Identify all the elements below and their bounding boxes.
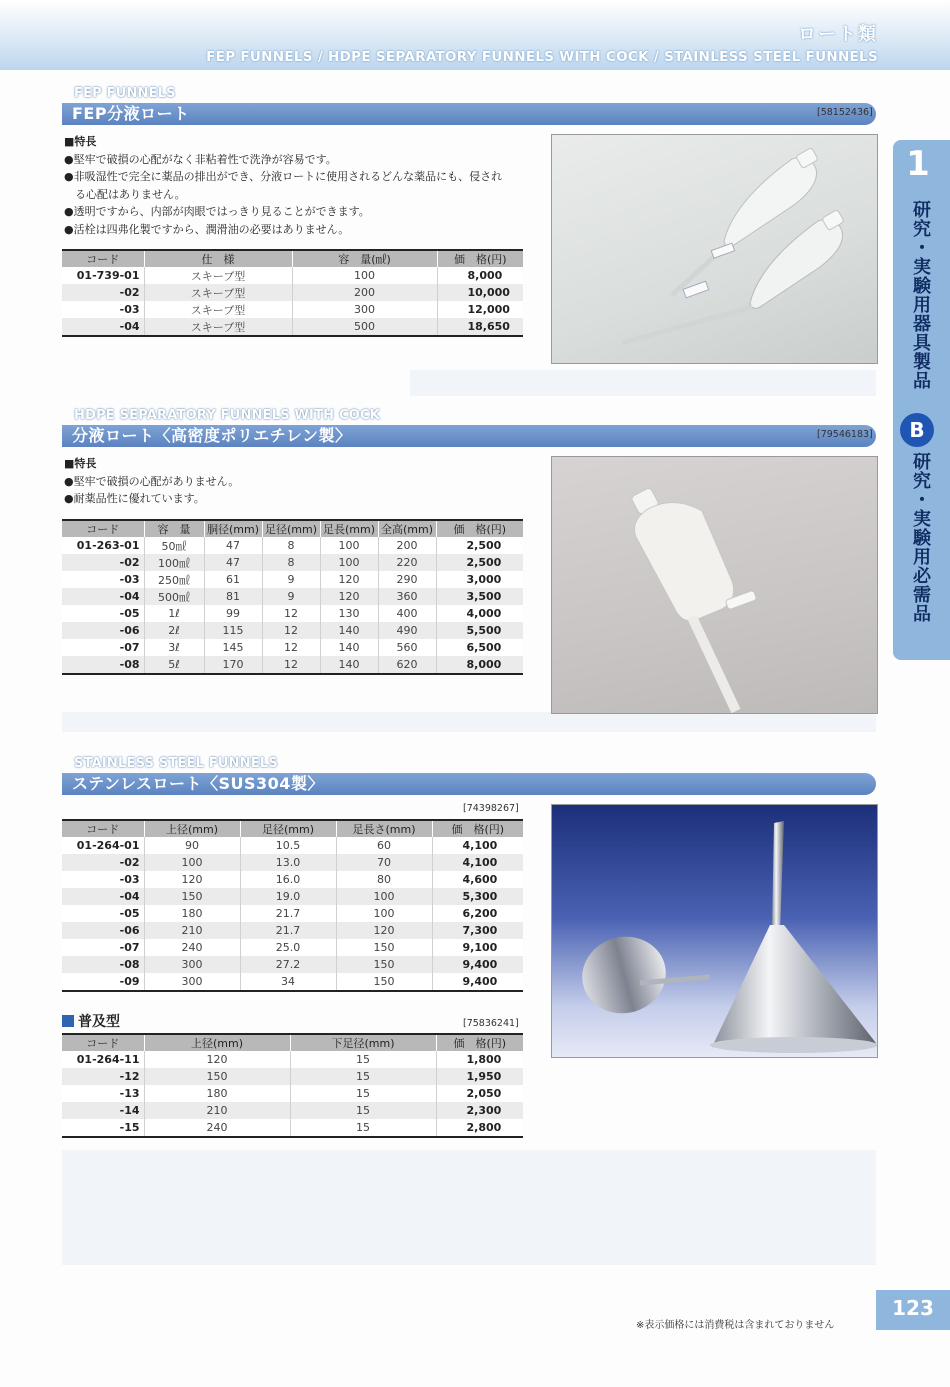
cell-code: 01-739-01	[62, 267, 144, 284]
hdpe-code: [79546183]	[817, 429, 873, 440]
col-header: コード	[62, 820, 144, 837]
cell-capacity: 300	[292, 301, 437, 318]
table-row	[62, 318, 523, 336]
cell-top-dia: 300	[144, 973, 240, 991]
hdpe-funnel-photo	[551, 456, 878, 714]
cell-stem-dia: 13.0	[240, 854, 336, 871]
ghost-panel	[62, 1150, 876, 1265]
tax-note: ※表示価格には消費税は含まれておりません	[636, 1320, 835, 1331]
cell-code: -08	[62, 656, 144, 674]
cell-code: -07	[62, 939, 144, 956]
col-header: コード	[62, 1034, 144, 1051]
stainless-title-en: STAINLESS STEEL FUNNELS	[74, 756, 278, 771]
table-row	[62, 537, 523, 554]
table-row	[62, 1119, 523, 1137]
cell-capacity: 100	[292, 267, 437, 284]
stainless-funnel-photo	[551, 804, 878, 1058]
fep-title-jp: FEP分液ロート	[72, 104, 190, 123]
cell-code: -04	[62, 318, 144, 336]
table-row	[62, 622, 523, 639]
feature-item: ●非吸湿性で完全に薬品の排出ができ、分液ロートに使用されるどんな薬品にも、侵され	[64, 170, 503, 183]
fep-features	[64, 133, 534, 238]
col-header: 全高(mm)	[378, 520, 436, 537]
cell-top-dia: 180	[144, 905, 240, 922]
table-row	[62, 956, 523, 973]
side-tab-category-1: 研究・実験用器具製品	[910, 200, 931, 390]
cell-price: 9,100	[432, 939, 523, 956]
cell-height: 290	[378, 571, 436, 588]
cell-bottom-dia: 15	[290, 1102, 436, 1119]
cell-price: 2,500	[436, 537, 523, 554]
table-row	[62, 554, 523, 571]
cell-stem-dia: 9	[262, 588, 320, 605]
cell-stem-dia: 21.7	[240, 905, 336, 922]
cell-code: -04	[62, 888, 144, 905]
cell-spec: スキーブ型	[144, 284, 292, 301]
col-header: 足径(mm)	[262, 520, 320, 537]
cell-code: -02	[62, 554, 144, 571]
cell-code: -09	[62, 973, 144, 991]
cell-code: -15	[62, 1119, 144, 1137]
cell-code: -06	[62, 622, 144, 639]
cell-spec: スキーブ型	[144, 267, 292, 284]
cell-top-dia: 150	[144, 888, 240, 905]
ghost-panel	[410, 370, 876, 396]
cell-bottom-dia: 15	[290, 1119, 436, 1137]
cell-price: 3,500	[436, 588, 523, 605]
square-bullet-icon	[62, 1015, 74, 1027]
cell-price: 9,400	[432, 956, 523, 973]
cell-top-dia: 180	[144, 1085, 290, 1102]
cell-code: 01-263-01	[62, 537, 144, 554]
cell-price: 2,500	[436, 554, 523, 571]
cell-price: 10,000	[437, 284, 523, 301]
col-header: コード	[62, 250, 144, 267]
col-header: 容 量(㎖)	[292, 250, 437, 267]
cell-stem-dia: 8	[262, 537, 320, 554]
cell-top-dia: 120	[144, 871, 240, 888]
col-header: 価 格(円)	[436, 520, 523, 537]
side-tab-category-2: 研究・実験用必需品	[910, 452, 931, 623]
cell-top-dia: 120	[144, 1051, 290, 1068]
cell-stem-dia: 12	[262, 622, 320, 639]
cell-price: 2,300	[436, 1102, 523, 1119]
table-row	[62, 905, 523, 922]
table-row	[62, 571, 523, 588]
popular-type-title: 普及型	[78, 1014, 120, 1030]
cell-code: -03	[62, 871, 144, 888]
feature-item: ●堅牢で破損の心配がなく非粘着性で洗浄が容易です。	[64, 152, 337, 166]
cell-top-dia: 90	[144, 837, 240, 854]
cell-height: 620	[378, 656, 436, 674]
cell-height: 200	[378, 537, 436, 554]
cell-top-dia: 300	[144, 956, 240, 973]
cell-height: 490	[378, 622, 436, 639]
col-header: 足長(mm)	[320, 520, 378, 537]
table-row	[62, 267, 523, 284]
side-tab-badge: B	[900, 413, 934, 447]
feature-item: ●透明ですから、内部が肉眼ではっきり見ることができます。	[64, 205, 370, 218]
cell-stem-len: 150	[336, 939, 432, 956]
col-header: 上径(mm)	[144, 820, 240, 837]
cell-stem-dia: 10.5	[240, 837, 336, 854]
cell-capacity: 200	[292, 284, 437, 301]
cell-stem-len: 150	[336, 973, 432, 991]
table-row	[62, 656, 523, 674]
cell-body-dia: 61	[204, 571, 262, 588]
cell-price: 3,000	[436, 571, 523, 588]
feature-item: ●耐薬品性に優れています。	[64, 492, 205, 505]
cell-price: 8,000	[437, 267, 523, 284]
col-header: コード	[62, 520, 144, 537]
cell-height: 560	[378, 639, 436, 656]
cell-body-dia: 47	[204, 537, 262, 554]
cell-height: 400	[378, 605, 436, 622]
cell-stem-dia: 9	[262, 571, 320, 588]
page-subtitle: FEP FUNNELS / HDPE SEPARATORY FUNNELS WITH COCK / STAINLESS STEEL FUNNELS	[206, 49, 878, 65]
cell-top-dia: 150	[144, 1068, 290, 1085]
cell-body-dia: 115	[204, 622, 262, 639]
cell-price: 4,600	[432, 871, 523, 888]
cell-stem-dia: 34	[240, 973, 336, 991]
cell-top-dia: 210	[144, 922, 240, 939]
cell-code: -02	[62, 284, 144, 301]
table-row	[62, 284, 523, 301]
cell-code: -12	[62, 1068, 144, 1085]
cell-body-dia: 145	[204, 639, 262, 656]
cell-price: 5,500	[436, 622, 523, 639]
cell-stem-dia: 25.0	[240, 939, 336, 956]
table-row	[62, 837, 523, 854]
cell-price: 4,100	[432, 837, 523, 854]
fep-title-en: FEP FUNNELS	[74, 86, 176, 101]
table-row	[62, 588, 523, 605]
col-header: 足長さ(mm)	[336, 820, 432, 837]
cell-capacity: 3ℓ	[144, 639, 204, 656]
stainless-funnel-illustration	[552, 805, 877, 1057]
feature-item: る心配はありません。	[64, 187, 186, 201]
cell-code: -05	[62, 905, 144, 922]
cell-top-dia: 240	[144, 1119, 290, 1137]
cell-code: -03	[62, 301, 144, 318]
cell-price: 9,400	[432, 973, 523, 991]
cell-capacity: 250㎖	[144, 571, 204, 588]
table-row	[62, 1085, 523, 1102]
cell-code: -02	[62, 854, 144, 871]
table-row	[62, 871, 523, 888]
cell-code: -07	[62, 639, 144, 656]
table-row	[62, 888, 523, 905]
cell-spec: スキーブ型	[144, 301, 292, 318]
cell-code: -08	[62, 956, 144, 973]
col-header: 胴径(mm)	[204, 520, 262, 537]
stainless-price-table	[62, 819, 523, 992]
cell-stem-len: 120	[320, 588, 378, 605]
cell-price: 12,000	[437, 301, 523, 318]
popular-type-heading	[62, 1011, 120, 1031]
features-heading: ■特長	[64, 135, 97, 148]
cell-stem-len: 70	[336, 854, 432, 871]
cell-capacity: 100㎖	[144, 554, 204, 571]
cell-capacity: 500㎖	[144, 588, 204, 605]
cell-stem-len: 140	[320, 639, 378, 656]
page-title: ロート類	[798, 24, 878, 45]
cell-stem-len: 60	[336, 837, 432, 854]
cell-capacity: 5ℓ	[144, 656, 204, 674]
cell-capacity: 500	[292, 318, 437, 336]
cell-body-dia: 99	[204, 605, 262, 622]
cell-price: 2,050	[436, 1085, 523, 1102]
popular-price-table	[62, 1033, 523, 1138]
cell-stem-len: 80	[336, 871, 432, 888]
cell-price: 1,950	[436, 1068, 523, 1085]
table-row	[62, 939, 523, 956]
cell-top-dia: 240	[144, 939, 240, 956]
cell-stem-dia: 16.0	[240, 871, 336, 888]
cell-stem-dia: 12	[262, 656, 320, 674]
cell-bottom-dia: 15	[290, 1068, 436, 1085]
fep-code: [58152436]	[817, 107, 873, 118]
cell-stem-len: 100	[336, 905, 432, 922]
table-row	[62, 301, 523, 318]
cell-stem-dia: 8	[262, 554, 320, 571]
cell-code: -13	[62, 1085, 144, 1102]
cell-price: 5,300	[432, 888, 523, 905]
stainless-title-jp: ステンレスロート〈SUS304製〉	[72, 774, 324, 793]
cell-bottom-dia: 15	[290, 1085, 436, 1102]
cell-code: 01-264-11	[62, 1051, 144, 1068]
cell-price: 4,100	[432, 854, 523, 871]
table-row	[62, 973, 523, 991]
cell-height: 220	[378, 554, 436, 571]
cell-body-dia: 170	[204, 656, 262, 674]
hdpe-title-bar	[62, 425, 876, 447]
col-header: 上径(mm)	[144, 1034, 290, 1051]
cell-stem-len: 100	[336, 888, 432, 905]
cell-stem-dia: 27.2	[240, 956, 336, 973]
col-header: 足径(mm)	[240, 820, 336, 837]
cell-capacity: 1ℓ	[144, 605, 204, 622]
cell-code: 01-264-01	[62, 837, 144, 854]
col-header: 価 格(円)	[437, 250, 523, 267]
cell-code: -04	[62, 588, 144, 605]
cell-stem-len: 140	[320, 656, 378, 674]
side-tab-number: 1	[906, 144, 930, 184]
hdpe-price-table	[62, 519, 523, 675]
cell-height: 360	[378, 588, 436, 605]
table-row	[62, 605, 523, 622]
fep-funnel-illustration	[552, 135, 877, 363]
cell-stem-len: 100	[320, 554, 378, 571]
cell-body-dia: 81	[204, 588, 262, 605]
stainless-title-bar	[62, 773, 876, 795]
table-row	[62, 854, 523, 871]
page-number: 123	[876, 1290, 950, 1330]
cell-stem-len: 100	[320, 537, 378, 554]
cell-code: -14	[62, 1102, 144, 1119]
popular-code: [75836241]	[463, 1018, 519, 1029]
cell-price: 7,300	[432, 922, 523, 939]
cell-spec: スキーブ型	[144, 318, 292, 336]
feature-item: ●活栓は四弗化製ですから、潤滑油の必要はありません。	[64, 222, 350, 236]
cell-stem-dia: 12	[262, 639, 320, 656]
col-header: 下足径(mm)	[290, 1034, 436, 1051]
table-row	[62, 1051, 523, 1068]
cell-bottom-dia: 15	[290, 1051, 436, 1068]
cell-code: -05	[62, 605, 144, 622]
cell-price: 1,800	[436, 1051, 523, 1068]
cell-stem-len: 120	[336, 922, 432, 939]
fep-price-table	[62, 249, 523, 337]
table-row	[62, 922, 523, 939]
stainless-code: [74398267]	[463, 803, 519, 814]
table-row	[62, 1068, 523, 1085]
col-header: 価 格(円)	[432, 820, 523, 837]
col-header: 価 格(円)	[436, 1034, 523, 1051]
col-header: 容 量	[144, 520, 204, 537]
hdpe-features	[64, 455, 534, 508]
cell-stem-dia: 21.7	[240, 922, 336, 939]
cell-code: -03	[62, 571, 144, 588]
features-heading: ■特長	[64, 457, 97, 470]
cell-price: 4,000	[436, 605, 523, 622]
cell-price: 6,500	[436, 639, 523, 656]
cell-price: 8,000	[436, 656, 523, 674]
cell-body-dia: 47	[204, 554, 262, 571]
cell-code: -06	[62, 922, 144, 939]
cell-price: 6,200	[432, 905, 523, 922]
hdpe-funnel-illustration	[552, 457, 877, 713]
table-row	[62, 639, 523, 656]
cell-capacity: 50㎖	[144, 537, 204, 554]
cell-top-dia: 210	[144, 1102, 290, 1119]
hdpe-title-en: HDPE SEPARATORY FUNNELS WITH COCK	[74, 408, 380, 423]
cell-stem-len: 150	[336, 956, 432, 973]
cell-stem-len: 140	[320, 622, 378, 639]
fep-title-bar	[62, 103, 876, 125]
hdpe-title-jp: 分液ロート〈高密度ポリエチレン製〉	[72, 426, 352, 445]
cell-stem-dia: 12	[262, 605, 320, 622]
col-header: 仕 様	[144, 250, 292, 267]
cell-price: 18,650	[437, 318, 523, 336]
table-row	[62, 1102, 523, 1119]
feature-item: ●堅牢で破損の心配がありません。	[64, 474, 240, 488]
cell-top-dia: 100	[144, 854, 240, 871]
cell-price: 2,800	[436, 1119, 523, 1137]
cell-stem-len: 120	[320, 571, 378, 588]
cell-capacity: 2ℓ	[144, 622, 204, 639]
cell-stem-dia: 19.0	[240, 888, 336, 905]
fep-funnel-photo	[551, 134, 878, 364]
cell-stem-len: 130	[320, 605, 378, 622]
